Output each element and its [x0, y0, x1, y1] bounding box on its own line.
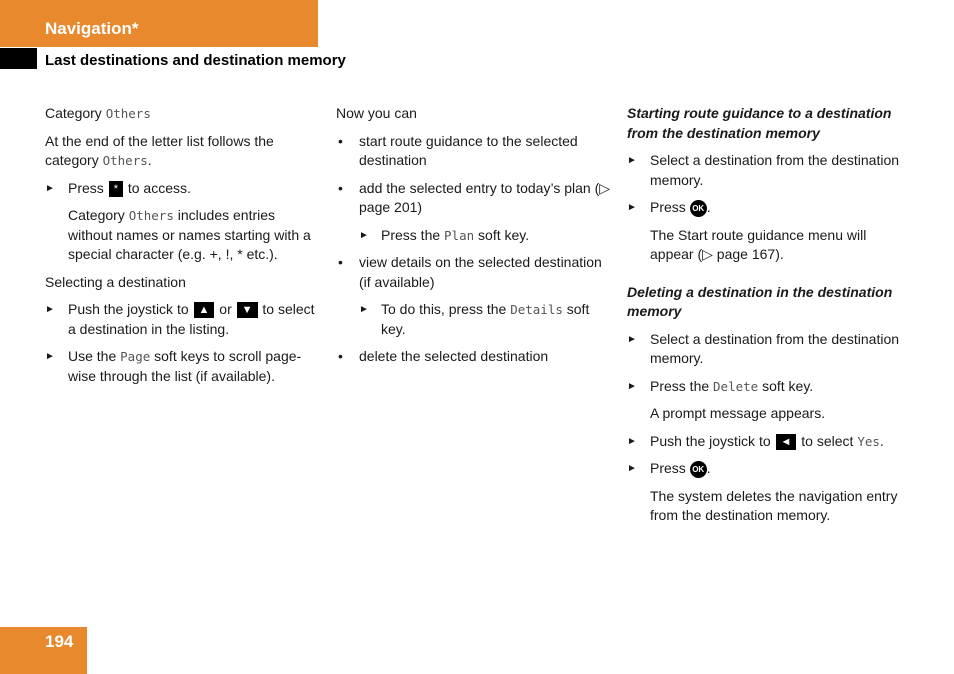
page-number-box [0, 627, 87, 674]
joystick-up-icon: ▲ [194, 302, 215, 318]
step-select-destination-2: ► Select a destination from the destination memory. [627, 330, 900, 366]
step-delete-key: ► Press the Delete soft key. [627, 377, 907, 397]
bullet-icon: • [338, 132, 343, 149]
step-arrow-icon: ► [627, 463, 637, 474]
step-select-destination: ► Select a destination from the destination memory. [627, 152, 900, 188]
bullet-view-details: • view details on the selected destination (if available) [338, 254, 602, 290]
paragraph-letter-list: At the end of the letter list follows the category Others. [45, 132, 274, 168]
step-joystick-left: ► Push the joystick to ◄ to select Yes. [627, 432, 907, 452]
step-joystick: ► Push the joystick to ▲ or ▼ to select a destination in the listing. [45, 301, 315, 337]
step-arrow-icon: ► [359, 229, 369, 241]
category-line: Category Others [45, 105, 151, 121]
bullet-icon: • [338, 348, 343, 364]
step-arrow-icon: ► [45, 304, 55, 315]
bullet-add-plan: • add the selected entry to today’s plan (▷ page 201) [338, 179, 610, 215]
bullet-icon: • [338, 254, 343, 270]
note-prompt: A prompt message appears. [650, 405, 826, 421]
ok-button-icon: OK [690, 461, 707, 478]
column-left [45, 104, 320, 394]
step-arrow-icon: ► [45, 351, 55, 362]
subtitle-marker [0, 48, 37, 69]
ok-button-icon: OK [690, 200, 707, 217]
now-you-can: Now you can [336, 105, 417, 121]
step-arrow-icon: ► [627, 380, 637, 392]
column-middle [336, 104, 611, 375]
note-start-menu: The Start route guidance menu will appear (▷ page 167). [650, 226, 867, 262]
selecting-heading: Selecting a destination [45, 273, 186, 290]
step-arrow-icon: ► [359, 304, 369, 315]
substep-details-key: ► To do this, press the Details soft key. [359, 301, 590, 337]
heading-start-guidance: Starting route guidance to a destination from the destination memory [627, 105, 892, 141]
step-arrow-icon: ► [627, 435, 637, 447]
step-arrow-icon: ► [627, 333, 637, 345]
bullet-icon: • [338, 179, 343, 196]
joystick-down-icon: ▼ [237, 302, 258, 318]
column-right [627, 104, 907, 534]
section-title: Navigation* [45, 19, 139, 38]
joystick-left-icon: ◄ [776, 434, 797, 450]
step-press-ok-2: ► Press OK . [627, 459, 907, 479]
note-system-deletes: The system deletes the navigation entry from the destination memory. [650, 487, 898, 523]
page-number: 194 [45, 632, 74, 651]
step-arrow-icon: ► [45, 182, 55, 194]
step-arrow-icon: ► [627, 202, 637, 213]
step-press-star: ► Press * to access. [45, 179, 320, 199]
page-subtitle: Last destinations and destination memory [45, 52, 346, 69]
step-arrow-icon: ► [627, 155, 637, 166]
heading-deleting: Deleting a destination in the destination memory [627, 283, 893, 319]
step-press-ok: ► Press OK . [627, 198, 907, 218]
star-key-icon: * [109, 181, 123, 197]
bullet-start-guidance: • start route guidance to the selected destination [338, 132, 578, 168]
substep-plan-key: ► Press the Plan soft key. [336, 226, 611, 246]
bullet-delete: • delete the selected destination [336, 347, 611, 367]
category-others-note: Category Others includes entries without names or names starting with a special character (e.g. +, !, * etc.). [68, 207, 311, 262]
step-page-keys: ► Use the Page soft keys to scroll page-wise through the list (if available). [45, 348, 302, 384]
